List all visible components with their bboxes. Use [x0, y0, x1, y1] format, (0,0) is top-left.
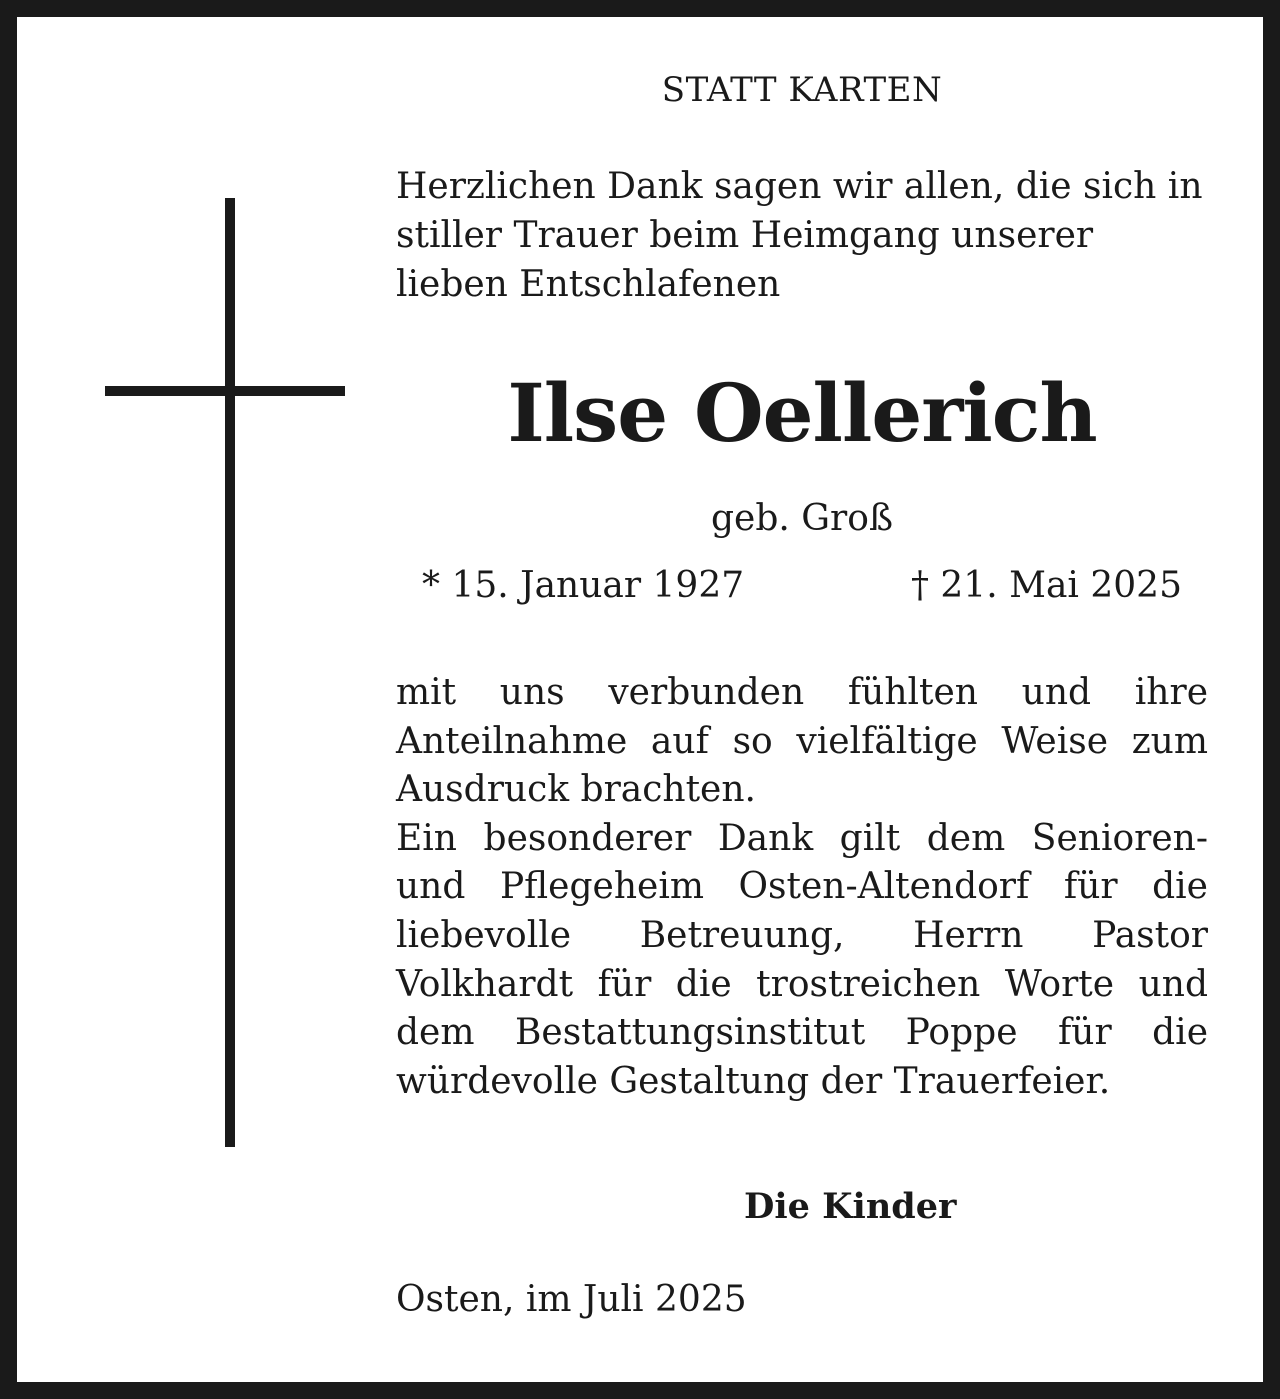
birth-date: * 15. Januar 1927: [422, 565, 745, 606]
notice-header: STATT KARTEN: [661, 70, 943, 110]
thanks-body: [396, 669, 1208, 1106]
cross-horizontal-bar: [105, 386, 345, 396]
signature: Die Kinder: [744, 1186, 957, 1227]
maiden-name: geb. Groß: [711, 498, 893, 539]
deceased-name: Ilse Oellerich: [507, 366, 1097, 460]
intro-text: Herzlichen Dank sagen wir allen, die sich in stiller Trauer beim Heimgang unserer lieben Entschlafenen: [396, 166, 1203, 305]
thanks-paragraph-2: Ein besonderer Dank gilt dem Senioren- und Pflegeheim Osten-Altendorf für die liebevolle Betreuung, Herrn Pastor Volkhardt für die trostreichen Worte und dem Bestattungsinstitut Poppe für die würdevolle Gestaltung der Trauerfeier.: [396, 817, 1208, 1102]
place-and-date: Osten, im Juli 2025: [396, 1279, 747, 1320]
death-date: † 21. Mai 2025: [910, 565, 1182, 606]
life-dates: [396, 562, 1208, 610]
cross-vertical-bar: [225, 198, 235, 1147]
thanks-paragraph-1: mit uns verbunden fühlten und ihre Anteilnahme auf so vielfältige Weise zum Ausdruck brachten.: [396, 672, 1208, 811]
